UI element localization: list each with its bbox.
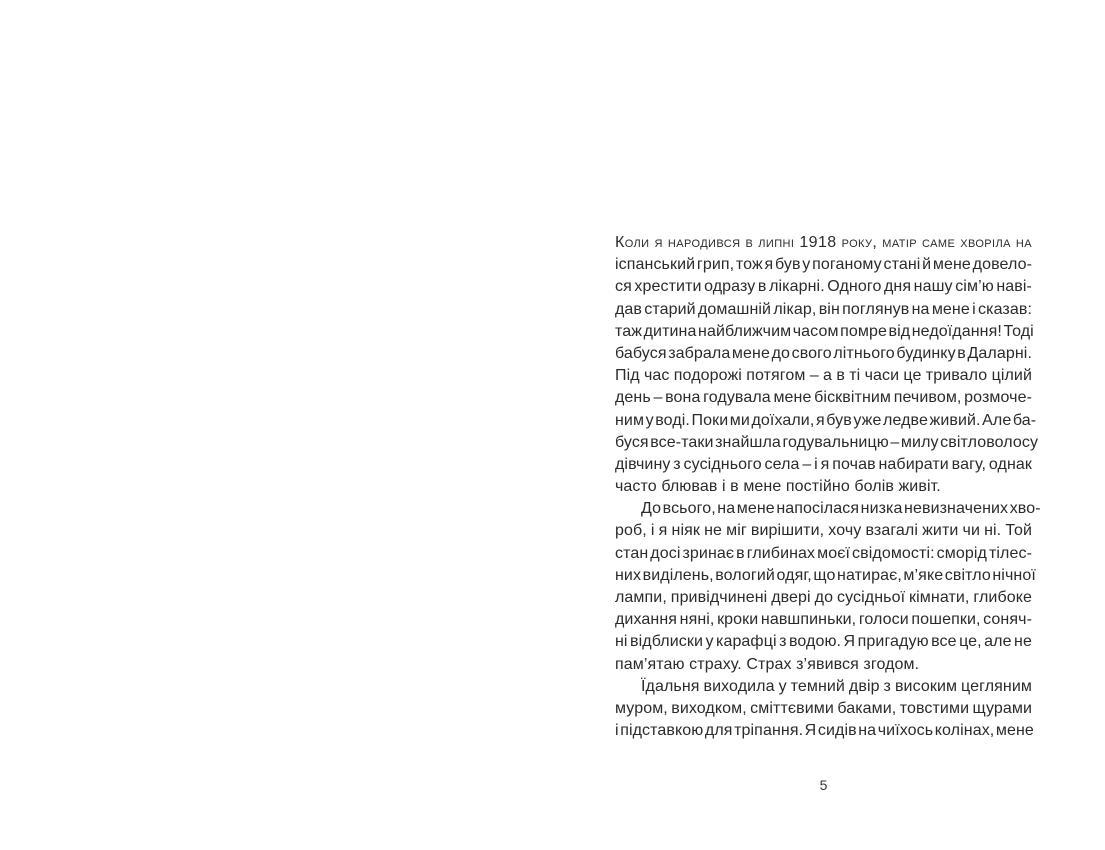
text-line — [615, 454, 1032, 476]
text-line-text: роб, і я ніяк не міг вирішити, хочу взагалі жити чи ні. Той — [615, 522, 1032, 540]
text-line-text: дихання няні, кроки навшпиньки, голоси пошепки, соняч- — [615, 611, 1032, 629]
text-block — [615, 232, 1041, 742]
text-line — [615, 676, 1032, 698]
text-line-text: дав старий домашній лікар, він поглянув на мене і сказав: — [615, 300, 1032, 318]
text-line-text: дівчину з сусіднього села – і я почав набирати вагу, однак — [615, 455, 1032, 473]
text-line — [615, 609, 1032, 631]
text-line — [615, 476, 1032, 498]
page-number: 5 — [819, 777, 828, 793]
text-line-text: буся все-таки знайшла годувальницю – милу світловолосу — [615, 433, 1039, 451]
text-line — [615, 321, 1032, 343]
text-line — [615, 698, 1032, 720]
text-line — [615, 410, 1037, 432]
text-line-text: іспанський грип, тож я був у поганому стані й мене довело- — [615, 256, 1032, 274]
text-line-text: ся хрестити одразу в лікарні. Одного дня нашу сім’ю наві- — [615, 278, 1032, 296]
text-line — [615, 232, 1032, 254]
text-line — [615, 720, 1032, 742]
text-line-text: часто блював і в мене постійно болів живіт. — [615, 478, 941, 496]
text-line-text: день – вона годувала мене бісквітним печивом, розмоче- — [615, 389, 1032, 407]
text-line-text: муром, виходком, сміттєвими баками, товстими щурами — [615, 699, 1032, 717]
text-line-text: Їдальня виходила у темний двір з високим цегляним — [641, 677, 1032, 695]
text-line — [615, 299, 1032, 321]
text-line-text: стан досі зринає в глибинах моєї свідомості: сморід тілес- — [615, 544, 1032, 562]
text-line-text: ним у воді. Поки ми доїхали, я був уже ледве живий. Але ба- — [615, 411, 1037, 429]
text-line — [615, 387, 1032, 409]
text-line — [615, 520, 1032, 542]
text-line — [615, 254, 1032, 276]
text-line — [615, 654, 1032, 676]
text-line — [615, 565, 1036, 587]
text-line — [615, 587, 1032, 609]
text-line — [615, 432, 1039, 454]
text-line — [615, 498, 1041, 520]
text-line-text: них виділень, вологий одяг, що натирає, м’яке світло нічної — [615, 566, 1036, 584]
text-line — [615, 631, 1032, 653]
text-line-text: пам’ятаю страху. Страх з’явився згодом. — [615, 655, 920, 673]
text-line-text: ні відблиски у карафці з водою. Я пригадую все це, але не — [615, 633, 1032, 651]
text-line-text: Під час подорожі потягом – а в ті часи це тривало цілий — [615, 367, 1032, 385]
text-line-text: Коли я народився в липні 1918 року, матір саме хворіла на — [615, 234, 1032, 251]
text-line-text: бабуся забрала мене до свого літнього будинку в Даларні. — [615, 344, 1032, 362]
text-line — [615, 543, 1032, 565]
text-line — [615, 365, 1032, 387]
text-line-text: таж дитина найближчим часом помре від недоїдання! Тоді — [615, 322, 1034, 340]
text-line — [615, 276, 1032, 298]
text-line-text: До всього, на мене напосілася низка невизначених хво- — [641, 500, 1041, 518]
text-line-text: і підставкою для тріпання. Я сидів на чиїхось колінах, мене — [615, 722, 1034, 740]
text-line-text: лампи, привідчинені двері до сусідньої кімнати, глибоке — [615, 589, 1032, 606]
text-line — [615, 343, 1032, 365]
